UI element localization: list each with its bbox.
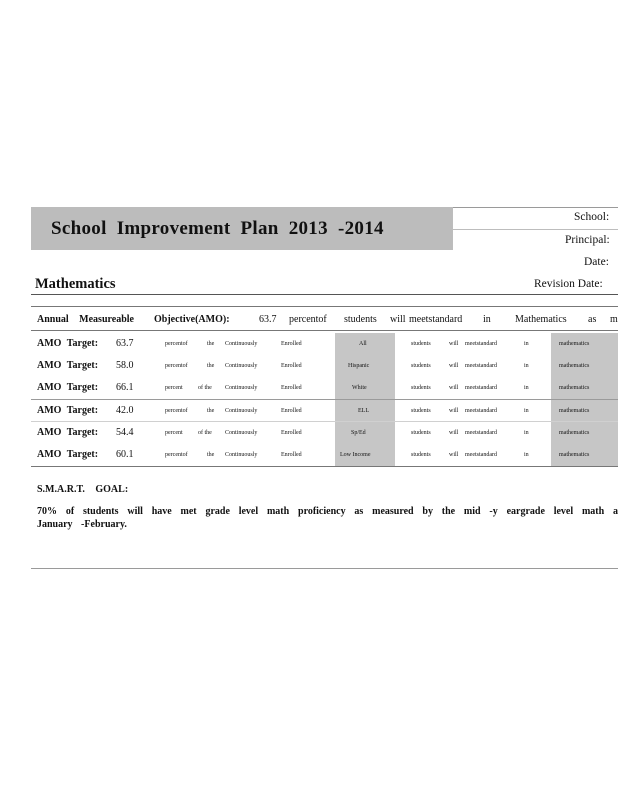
row-divider xyxy=(31,421,618,422)
annual-in: in xyxy=(483,314,491,325)
row-text-s3: meetstandard xyxy=(465,363,497,369)
row-text-s4: in xyxy=(524,430,529,436)
row-text-s5: mathematics xyxy=(559,385,590,391)
subject-heading: Mathematics xyxy=(35,276,116,292)
info-divider xyxy=(452,229,618,230)
row-text-c4: Enrolled xyxy=(281,341,302,347)
subgroup-name: All xyxy=(359,341,367,347)
row-text-c2: the xyxy=(207,363,215,369)
subgroup-name: ELL xyxy=(358,408,369,414)
row-text-c2: of the xyxy=(198,385,212,391)
amo-target-label: AMO Target: xyxy=(37,382,99,393)
annual-trail: m xyxy=(610,314,618,325)
row-text-s3: meetstandard xyxy=(465,452,497,458)
row-text-c1: percentof xyxy=(165,341,188,347)
row-text-c1: percent xyxy=(165,430,183,436)
amo-target-label: AMO Target: xyxy=(37,449,99,460)
row-text-s5: mathematics xyxy=(559,363,590,369)
row-text-s4: in xyxy=(524,385,529,391)
annual-percentof: percentof xyxy=(289,314,327,325)
row-divider xyxy=(31,399,618,400)
amo-target-value: 58.0 xyxy=(116,360,134,371)
amo-target-label: AMO Target: xyxy=(37,360,99,371)
row-text-s3: meetstandard xyxy=(465,408,497,414)
row-text-c4: Enrolled xyxy=(281,430,302,436)
row-text-s5: mathematics xyxy=(559,408,590,414)
annual-will: will xyxy=(390,314,406,325)
annual-value: 63.7 xyxy=(259,314,277,325)
row-text-c3: Continuously xyxy=(225,452,258,458)
annual-label: Annual Measureable xyxy=(37,314,134,325)
row-text-s5: mathematics xyxy=(559,430,590,436)
row-text-s3: meetstandard xyxy=(465,430,497,436)
row-text-c3: Continuously xyxy=(225,408,258,414)
row-text-c2: of the xyxy=(198,430,212,436)
principal-label: Principal: xyxy=(565,234,610,246)
row-text-c1: percentof xyxy=(165,363,188,369)
amo-target-label: AMO Target: xyxy=(37,338,99,349)
amo-target-value: 66.1 xyxy=(116,382,134,393)
amo-target-value: 60.1 xyxy=(116,449,134,460)
row-text-s1: students xyxy=(411,341,431,347)
date-label: Date: xyxy=(584,256,609,268)
row-text-c2: the xyxy=(207,452,215,458)
amo-target-label: AMO Target: xyxy=(37,405,99,416)
annual-students: students xyxy=(344,314,377,325)
subgroup-name: Hispanic xyxy=(348,363,370,369)
row-text-c1: percentof xyxy=(165,452,188,458)
amo-target-value: 42.0 xyxy=(116,405,134,416)
smart-goal-text: 70% of students will have met grade level math proficiency as measured by the mid -y eargrade level math a xyxy=(37,506,618,517)
row-text-s2: will xyxy=(449,452,459,458)
annual-meetstandard: meetstandard xyxy=(409,314,463,325)
row-text-s1: students xyxy=(411,408,431,414)
row-text-c3: Continuously xyxy=(225,385,258,391)
row-text-s4: in xyxy=(524,452,529,458)
title-band xyxy=(31,207,452,250)
subgroup-name: Low Income xyxy=(340,452,371,458)
row-text-c4: Enrolled xyxy=(281,408,302,414)
row-text-s2: will xyxy=(449,341,459,347)
row-text-s2: will xyxy=(449,363,459,369)
row-text-c3: Continuously xyxy=(225,363,258,369)
footer-divider xyxy=(31,568,618,569)
subgroup-name: Sp/Ed xyxy=(351,430,366,436)
header-divider xyxy=(31,294,618,295)
plan-header xyxy=(31,207,618,295)
smart-goal-text-continued: January -February. xyxy=(37,519,127,530)
row-text-s3: meetstandard xyxy=(465,385,497,391)
row-text-c3: Continuously xyxy=(225,341,258,347)
row-text-s1: students xyxy=(411,452,431,458)
row-text-c2: the xyxy=(207,408,215,414)
page-title: School Improvement Plan 2013 -2014 xyxy=(51,218,384,239)
row-text-s4: in xyxy=(524,408,529,414)
smart-goal-heading: S.M.A.R.T. GOAL: xyxy=(37,484,129,495)
amo-target-value: 54.4 xyxy=(116,427,134,438)
row-text-s1: students xyxy=(411,430,431,436)
row-text-s1: students xyxy=(411,385,431,391)
row-text-c4: Enrolled xyxy=(281,452,302,458)
row-text-s4: in xyxy=(524,363,529,369)
row-text-s1: students xyxy=(411,363,431,369)
annual-subject: Mathematics xyxy=(515,314,567,325)
info-divider xyxy=(452,207,618,208)
row-text-s5: mathematics xyxy=(559,341,590,347)
revision-date-label: Revision Date: xyxy=(534,278,603,290)
row-text-s5: mathematics xyxy=(559,452,590,458)
row-text-s2: will xyxy=(449,385,459,391)
row-text-s2: will xyxy=(449,408,459,414)
row-text-c1: percent xyxy=(165,385,183,391)
row-text-c2: the xyxy=(207,341,215,347)
annual-objective: Objective(AMO): xyxy=(154,314,230,325)
table-divider xyxy=(31,466,618,467)
annual-divider xyxy=(31,306,618,307)
row-text-s2: will xyxy=(449,430,459,436)
amo-target-value: 63.7 xyxy=(116,338,134,349)
row-text-c1: percentof xyxy=(165,408,188,414)
row-text-c4: Enrolled xyxy=(281,385,302,391)
annual-as: as xyxy=(588,314,597,325)
row-text-s3: meetstandard xyxy=(465,341,497,347)
annual-divider xyxy=(31,330,618,331)
school-label: School: xyxy=(574,211,610,223)
subgroup-name: White xyxy=(352,385,367,391)
row-text-s4: in xyxy=(524,341,529,347)
row-text-c3: Continuously xyxy=(225,430,258,436)
amo-target-label: AMO Target: xyxy=(37,427,99,438)
row-text-c4: Enrolled xyxy=(281,363,302,369)
